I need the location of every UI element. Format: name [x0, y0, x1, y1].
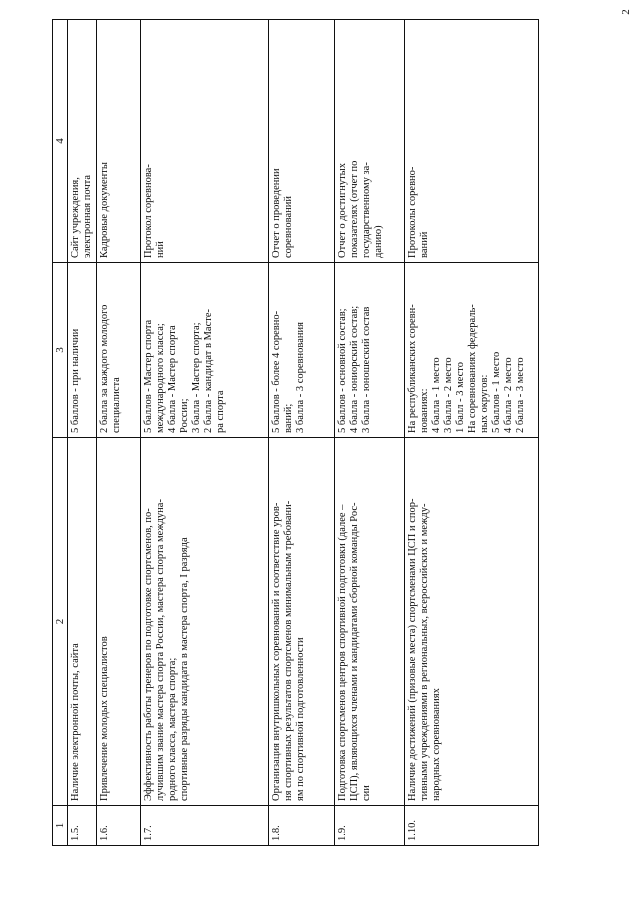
- points-line: нованиях:: [419, 388, 430, 433]
- points-line: 3 балла - юношеский состав: [361, 306, 372, 433]
- criterion-line: Эффективность работы тренеров по подготовке спортсменов, по-: [143, 508, 154, 801]
- documents-line: Кадровые документы: [99, 162, 110, 258]
- points-line: ных округов:: [479, 374, 490, 433]
- points-cell: [97, 263, 141, 438]
- documents-line: ний: [155, 241, 166, 258]
- documents-cell: [141, 20, 269, 263]
- points-cell: [68, 263, 97, 438]
- criterion-line: ЦСП), являющихся членами и кандидатами сборной команды Рос-: [349, 502, 360, 801]
- header-cell: 4: [53, 20, 68, 263]
- table-row: [141, 20, 269, 846]
- criteria-table: [52, 19, 539, 846]
- points-line: 5 баллов - основной состав;: [337, 308, 348, 433]
- criterion-cell: [405, 438, 539, 806]
- documents-cell: [335, 20, 405, 263]
- row-number: 1.10.: [405, 806, 539, 846]
- criterion-line: Наличие электронной почты, сайта: [70, 643, 81, 801]
- documents-line: ваний: [419, 231, 430, 258]
- points-line: 5 баллов - Мастер спорта: [143, 319, 154, 433]
- rotated-page-content: [52, 20, 626, 846]
- points-line: ра спорта: [215, 390, 226, 433]
- header-cell: 3: [53, 263, 68, 438]
- row-number: 1.9.: [335, 806, 405, 846]
- points-line: 1 балл - 3 место: [455, 362, 466, 433]
- points-cell: [405, 263, 539, 438]
- documents-line: Протоколы соревно-: [407, 166, 418, 258]
- row-number: 1.6.: [97, 806, 141, 846]
- criterion-line: лучившим звание мастера спорта России, мастера спорта междуна-: [155, 499, 166, 801]
- criterion-line: ня спортивных результатов спортсменов минимальным требовани-: [283, 500, 294, 801]
- points-line: 3 балла - 3 соревнования: [295, 322, 306, 433]
- points-cell: [141, 263, 269, 438]
- criterion-cell: [68, 438, 97, 806]
- points-line: 2 балла - 3 место: [515, 357, 526, 433]
- row-number: 1.5.: [68, 806, 97, 846]
- table-row: [335, 20, 405, 846]
- points-line: специалиста: [111, 377, 122, 433]
- criterion-line: сии: [361, 785, 372, 801]
- criterion-cell: [141, 438, 269, 806]
- header-cell: 2: [53, 438, 68, 806]
- criterion-cell: [335, 438, 405, 806]
- documents-cell: [97, 20, 141, 263]
- documents-line: соревнований: [283, 196, 294, 258]
- points-line: На республиканских соревн-: [407, 304, 418, 433]
- documents-cell: [68, 20, 97, 263]
- points-line: 2 балла за каждого молодого: [99, 304, 110, 433]
- row-number: 1.7.: [141, 806, 269, 846]
- documents-line: показателях (отчет по: [349, 160, 360, 258]
- criterion-line: Привлечение молодых специалистов: [99, 636, 110, 801]
- criterion-line: Наличие достижений (призовые места) спортсменами ЦСП и спор-: [407, 498, 418, 801]
- documents-line: государственному за-: [361, 162, 372, 258]
- documents-line: Отчет о достигнутых: [337, 163, 348, 258]
- documents-line: электронная почта: [82, 174, 93, 258]
- points-line: 3 балла - 2 место: [443, 357, 454, 433]
- points-cell: [269, 263, 335, 438]
- header-cell: 1: [53, 806, 68, 846]
- criterion-line: ям по спортивной подготовленности: [295, 637, 306, 801]
- points-line: 5 баллов - 1 место: [491, 351, 502, 433]
- criterion-line: спортивные разряды кандидата в мастера спорта, I разряда: [179, 537, 190, 801]
- documents-cell: [269, 20, 335, 263]
- documents-line: Отчет о проведении: [271, 168, 282, 258]
- points-cell: [335, 263, 405, 438]
- points-line: ваний;: [283, 403, 294, 433]
- points-line: 2 балла - кандидат в Масте-: [203, 309, 214, 433]
- points-line: 5 баллов - более 4 соревно-: [271, 310, 282, 433]
- criterion-line: Подготовка спортсменов центров спортивной подготовки (далее –: [337, 504, 348, 801]
- points-line: 3 балла - Мастер спорта;: [191, 322, 202, 433]
- row-number: 1.8.: [269, 806, 335, 846]
- points-line: 4 балла - Мастер спорта: [167, 325, 178, 433]
- page-number: 2: [620, 9, 632, 15]
- criterion-line: Организация внутришкольных соревнований и соответствие уров-: [271, 502, 282, 801]
- header-row: [53, 20, 68, 846]
- table-row: [68, 20, 97, 846]
- table-row: [269, 20, 335, 846]
- points-line: 4 балла - 1 место: [431, 357, 442, 433]
- documents-cell: [405, 20, 539, 263]
- points-line: международного класса;: [155, 323, 166, 433]
- table-row: [405, 20, 539, 846]
- table-row: [97, 20, 141, 846]
- points-line: 4 балла - юниорский состав;: [349, 305, 360, 433]
- criterion-line: народных соревнованиях: [431, 688, 442, 801]
- points-line: На соревнованиях федераль-: [467, 304, 478, 433]
- points-line: 4 балла - 2 место: [503, 357, 514, 433]
- criterion-line: тивными учреждениями в региональных, всероссийских и между-: [419, 503, 430, 801]
- criterion-cell: [269, 438, 335, 806]
- points-line: России;: [179, 398, 190, 433]
- documents-line: Протокол соревнова-: [143, 164, 154, 258]
- criterion-line: родного класса, мастера спорта;: [167, 657, 178, 801]
- points-line: 5 баллов - при наличии: [70, 328, 81, 433]
- criterion-cell: [97, 438, 141, 806]
- documents-line: данию): [373, 225, 384, 258]
- documents-line: Сайт учреждения,: [70, 177, 81, 258]
